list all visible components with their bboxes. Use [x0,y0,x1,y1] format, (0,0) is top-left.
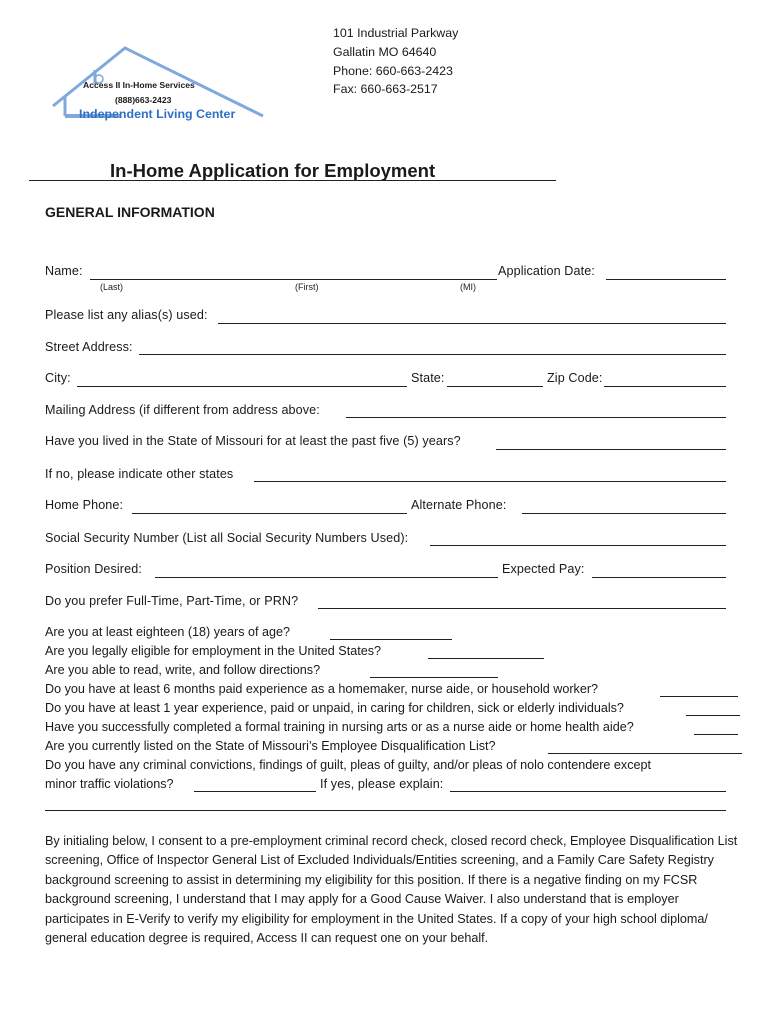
employment-type-label: Do you prefer Full-Time, Part-Time, or PRN? [45,594,299,608]
ssn-label: Social Security Number (List all Social Security Numbers Used): [45,531,409,545]
home-phone-field[interactable] [132,513,407,514]
answer-formal-training[interactable] [694,734,738,735]
contact-address [333,24,458,99]
logo-org-line: Access II In-Home Services [83,80,195,90]
question-caring-experience: Do you have at least 1 year experience, paid or unpaid, in caring for children, sick or elderly individuals? [45,701,624,715]
missouri-residency-field[interactable] [496,449,726,450]
answer-disqualification-list[interactable] [548,753,742,754]
alias-field[interactable] [218,323,726,324]
zip-code-label: Zip Code: [547,371,603,385]
alias-label: Please list any alias(s) used: [45,308,208,322]
position-desired-field[interactable] [155,577,498,578]
state-field[interactable] [447,386,543,387]
mailing-address-field[interactable] [346,417,726,418]
other-states-field[interactable] [254,481,726,482]
explain-field-continued[interactable] [45,810,726,811]
title-underline [110,180,556,181]
first-name-sublabel: (First) [295,282,319,292]
position-desired-label: Position Desired: [45,562,142,576]
missouri-residency-label: Have you lived in the State of Missouri for at least the past five (5) years? [45,434,461,448]
expected-pay-field[interactable] [592,577,726,578]
mailing-address-label: Mailing Address (if different from address above: [45,403,320,417]
question-disqualification-list: Are you currently listed on the State of Missouri’s Employee Disqualification List? [45,739,496,753]
home-phone-label: Home Phone: [45,498,124,512]
question-traffic-violations: minor traffic violations? [45,777,174,791]
answer-paid-experience[interactable] [660,696,738,697]
expected-pay-label: Expected Pay: [502,562,585,576]
application-date-field[interactable] [606,279,726,280]
alternate-phone-label: Alternate Phone: [411,498,507,512]
question-formal-training: Have you successfully completed a formal training in nursing arts or as a nurse aide or home health aide? [45,720,634,734]
logo-center-name: Independent Living Center [79,107,236,121]
alternate-phone-field[interactable] [522,513,726,514]
street-address-field[interactable] [139,354,726,355]
section-heading: GENERAL INFORMATION [45,204,215,220]
answer-age[interactable] [330,639,452,640]
title-underline-left [29,180,110,181]
last-name-sublabel: (Last) [100,282,124,292]
question-paid-experience: Do you have at least 6 months paid experience as a homemaker, nurse aide, or household worker? [45,682,599,696]
city-label: City: [45,371,71,385]
page-title: In-Home Application for Employment [110,160,436,181]
consent-paragraph: By initialing below, I consent to a pre-employment criminal record check, closed record check, Employee Disqualification List screening, Office of Inspector General List of Excluded Individuals/Entities screening, and a Family Care Safety Registry background screening to assist in determining my eligibility for this position. If there is a negative finding on my FCSR background screening, I understand that I may apply for a Good Cause Waiver. I also understand that is employer participates in E-Verify to verify my eligibility for employment in the United States. If a copy of your high school diploma/ general education degree is required, Access II can request one on your behalf. [45,834,738,946]
other-states-label: If no, please indicate other states [45,467,234,481]
address-phone: Phone: 660-663-2423 [333,63,453,78]
zip-code-field[interactable] [604,386,726,387]
address-fax: Fax: 660-663-2517 [333,82,438,97]
logo-phone-line: (888)663-2423 [115,95,172,105]
question-read-write: Are you able to read, write, and follow directions? [45,663,321,677]
answer-caring-experience[interactable] [686,715,740,716]
name-label: Name: [45,264,83,278]
explain-field[interactable] [450,791,726,792]
employment-type-field[interactable] [318,608,726,609]
organization-logo [45,44,275,126]
name-field[interactable] [90,279,497,280]
ssn-field[interactable] [430,545,726,546]
question-age: Are you at least eighteen (18) years of age? [45,625,291,639]
application-date-label: Application Date: [498,264,595,278]
middle-initial-sublabel: (MI) [460,282,476,292]
answer-eligibility[interactable] [428,658,544,659]
city-field[interactable] [77,386,407,387]
address-street: 101 Industrial Parkway [333,26,459,40]
answer-criminal-convictions[interactable] [194,791,316,792]
street-address-label: Street Address: [45,340,133,354]
state-label: State: [411,371,445,385]
question-eligibility: Are you legally eligible for employment in the United States? [45,644,382,658]
answer-read-write[interactable] [370,677,498,678]
address-city: Gallatin MO 64640 [333,44,437,59]
question-criminal-convictions: Do you have any criminal convictions, findings of guilt, pleas of guilty, and/or pleas of nolo contendere except [45,758,652,772]
explain-label: If yes, please explain: [320,777,444,791]
